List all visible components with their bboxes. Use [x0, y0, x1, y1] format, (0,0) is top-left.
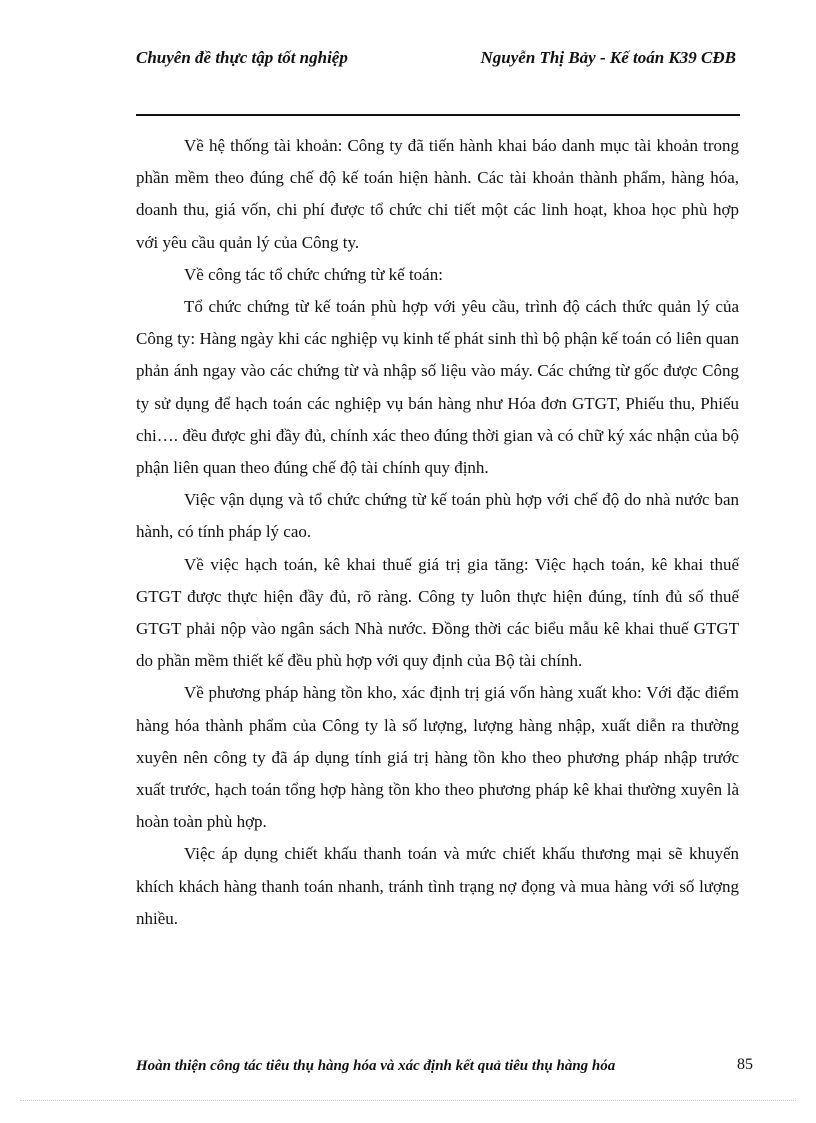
header-left-title: Chuyên đề thực tập tốt nghiệp: [136, 48, 348, 67]
paragraph: Về phương pháp hàng tồn kho, xác định trị giá vốn hàng xuất kho: Với đặc điểm hàng hóa thành phẩm của Công ty là số lượng, lượng hàng nhập, xuất diễn ra thường xuyên nên công ty đã áp dụng tính giá trị hàng tồn kho theo phương pháp nhập trước xuất trước, hạch toán tổng hợp hàng tồn kho theo phương pháp kê khai thường xuyên là hoàn toàn phù hợp.: [136, 683, 739, 832]
paragraph: Tổ chức chứng từ kế toán phù hợp với yêu cầu, trình độ cách thức quản lý của Công ty: Hàng ngày khi các nghiệp vụ kinh tế phát sinh thì bộ phận kế toán có liên quan phản ánh ngay vào các chứng từ và nhập số liệu vào máy. Các chứng từ gốc được Công ty sử dụng để hạch toán các nghiệp vụ bán hàng như Hóa đơn GTGT, Phiếu thu, Phiếu chi…. đều được ghi đầy đủ, chính xác theo đúng thời gian và có chữ ký xác nhận của bộ phận liên quan theo đúng chế độ tài chính quy định.: [136, 297, 739, 478]
footer-divider: [20, 1100, 796, 1101]
header-author: Nguyễn Thị Bảy - Kế toán K39 CĐB: [480, 48, 736, 67]
body-text: [136, 130, 739, 935]
paragraph: Việc áp dụng chiết khấu thanh toán và mức chiết khấu thương mại sẽ khuyến khích khách hàng thanh toán nhanh, tránh tình trạng nợ đọng và mua hàng với số lượng nhiều.: [136, 844, 739, 928]
paragraph: Về công tác tổ chức chứng từ kế toán:: [184, 264, 443, 284]
page-number: 85: [737, 1056, 753, 1073]
header-divider: [136, 114, 740, 116]
footer-title: Hoàn thiện công tác tiêu thụ hàng hóa và xác định kết quả tiêu thụ hàng hóa: [136, 1058, 616, 1074]
paragraph: Việc vận dụng và tổ chức chứng từ kế toán phù hợp với chế độ do nhà nước ban hành, có tính pháp lý cao.: [136, 490, 739, 542]
paragraph: Về hệ thống tài khoản: Công ty đã tiến hành khai báo danh mục tài khoản trong phần mềm theo đúng chế độ kế toán hiện hành. Các tài khoản thành phẩm, hàng hóa, doanh thu, giá vốn, chi phí được tổ chức chi tiết một các linh hoạt, khoa học phù hợp với yêu cầu quản lý của Công ty.: [136, 136, 739, 252]
paragraph: Về việc hạch toán, kê khai thuế giá trị gia tăng: Việc hạch toán, kê khai thuế GTGT được thực hiện đầy đủ, rõ ràng. Công ty luôn thực hiện đúng, tính đủ số thuế GTGT phải nộp vào ngân sách Nhà nước. Đồng thời các biểu mẫu kê khai thuế GTGT do phần mềm thiết kế đều phù hợp với quy định của Bộ tài chính.: [136, 554, 739, 671]
